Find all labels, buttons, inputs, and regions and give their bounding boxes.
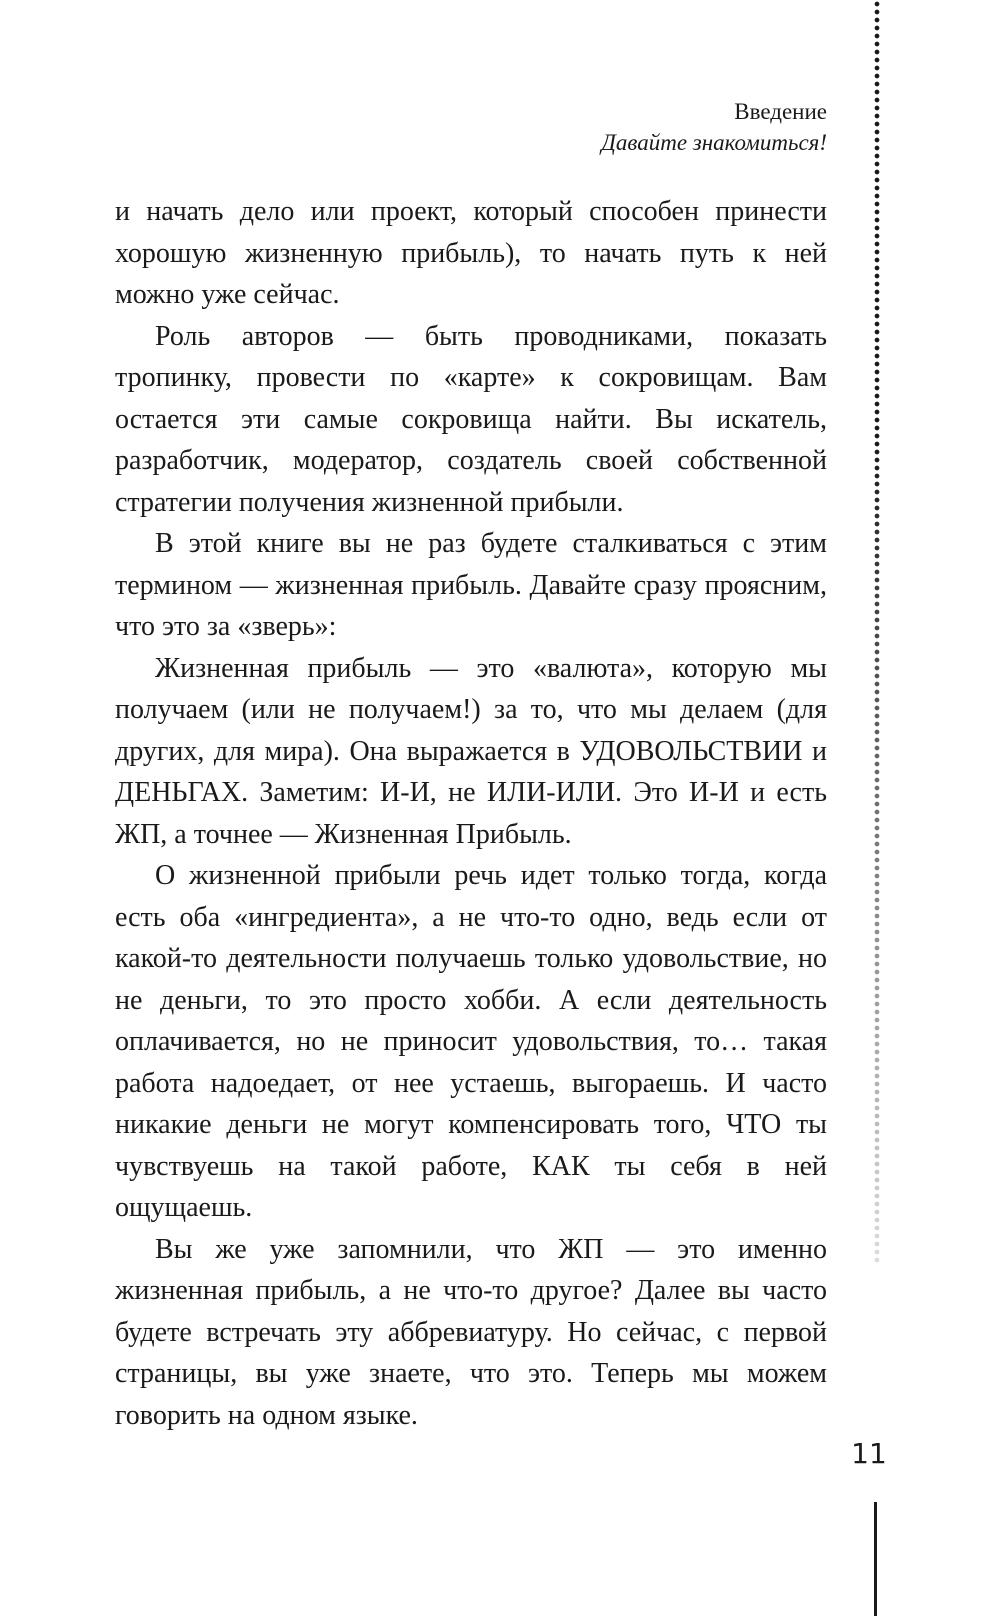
paragraph: Вы же уже запомнили, что ЖП — это именно жизненная прибыль, а не что-то другое? Далее вы часто будете встречать эту аббревиатуру. Но сейчас, с первой страницы, вы уже знаете, что это. Теперь мы можем говорить на одном языке.: [115, 1233, 827, 1431]
section-title: Введение: [734, 99, 827, 124]
running-header: [601, 96, 827, 158]
page-number: 11: [851, 1437, 887, 1470]
paragraph: Жизненная прибыль — это «валюта», которую мы получаем (или не получаем!) за то, что мы делаем (для других, для мира). Она выражается в УДОВОЛЬСТВИИ и ДЕНЬГАХ. Заметим: И-И, не ИЛИ-ИЛИ. Это И-И и есть ЖП, а точнее — Жизненная Прибыль.: [115, 652, 827, 850]
paragraph: В этой книге вы не раз будете сталкиваться с этим термином — жизненная прибыль. Давайте сразу проясним, что это за «зверь»:: [115, 528, 827, 642]
margin-rule: [874, 1502, 877, 1616]
paragraph: Роль авторов — быть проводниками, показать тропинку, провести по «карте» к сокровищам. Вам остается эти самые сокровища найти. Вы искатель, разработчик, модератор, создатель своей собственной стратегии получения жизненной прибыли.: [115, 320, 827, 518]
chapter-title: Давайте знакомиться!: [601, 130, 827, 155]
body-text: [115, 191, 827, 1436]
paragraph: и начать дело или проект, который способен принести хорошую жизненную прибыль), то начать путь к ней можно уже сейчас.: [115, 196, 827, 310]
paragraph: О жизненной прибыли речь идет только тогда, когда есть оба «ингредиента», а не что-то одно, ведь если от какой-то деятельности получаешь только удовольствие, но не деньги, то это просто хобби. А если деятельность оплачивается, но не приносит удовольствия, то… такая работа надоедает, от нее устаешь, выгораешь. И часто никакие деньги не могут компенсировать того, ЧТО ты чувствуешь на такой работе, КАК ты себя в ней ощущаешь.: [115, 860, 827, 1223]
dotted-margin-line: [873, 0, 881, 1265]
